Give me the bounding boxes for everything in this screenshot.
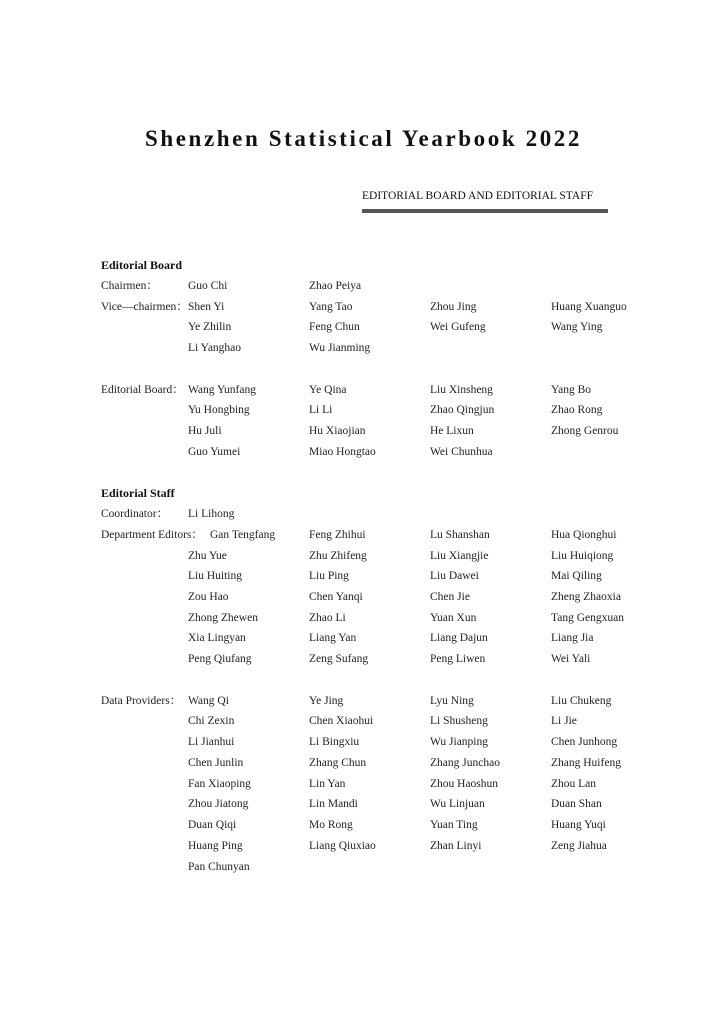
- name: Liang Dajun: [430, 632, 488, 644]
- name: Chi Zexin: [188, 715, 235, 727]
- name: Huang Yuqi: [551, 819, 606, 831]
- name: Peng Liwen: [430, 653, 486, 665]
- name: Yu Hongbing: [188, 404, 250, 416]
- name: Lin Yan: [309, 778, 346, 790]
- data-providers-row: [101, 691, 661, 711]
- name: Zhou Haoshun: [430, 778, 499, 790]
- name: Wei Yali: [551, 653, 591, 665]
- name: Zhao Peiya: [309, 280, 362, 292]
- vice-chairmen-label: Vice—chairmen：: [101, 301, 188, 313]
- data-providers-row: [101, 774, 661, 794]
- name: Guo Yumei: [188, 446, 241, 458]
- name: Feng Chun: [309, 321, 360, 333]
- name: Zhao Rong: [551, 404, 603, 416]
- department-editors-row: [101, 628, 661, 648]
- name: Zhao Li: [309, 612, 346, 624]
- data-providers-row: [101, 836, 661, 856]
- name: Liu Huiting: [188, 570, 242, 582]
- name: Ye Jing: [309, 695, 344, 707]
- name: Chen Jie: [430, 591, 470, 603]
- name: Liu Xiangjie: [430, 550, 489, 562]
- name: Wang Ying: [551, 321, 603, 333]
- data-providers-label: Data Providers：: [101, 695, 182, 707]
- name: Ye Zhilin: [188, 321, 232, 333]
- name: Li Li: [309, 404, 333, 416]
- name: Yuan Ting: [430, 819, 478, 831]
- name: Zhang Chun: [309, 757, 367, 769]
- name: Wu Linjuan: [430, 798, 485, 810]
- editorial-board-row: [101, 400, 661, 420]
- name: Li Shusheng: [430, 715, 488, 727]
- editorial-board-row: [101, 442, 661, 462]
- department-editors-row: [101, 587, 661, 607]
- data-providers-row: [101, 857, 661, 877]
- editorial-board-row: [101, 380, 661, 400]
- data-providers-row: [101, 732, 661, 752]
- name: Mai Qiling: [551, 570, 602, 582]
- name: Lin Mandi: [309, 798, 358, 810]
- name: Zeng Sufang: [309, 653, 369, 665]
- name: Wang Qi: [188, 695, 229, 707]
- name: Zhu Yue: [188, 550, 227, 562]
- editorial-staff-heading: Editorial Staff: [101, 486, 175, 500]
- name: Miao Hongtao: [309, 446, 376, 458]
- data-providers-row: [101, 815, 661, 835]
- name: Zhang Junchao: [430, 757, 500, 769]
- department-editors-row: [101, 546, 661, 566]
- name: Pan Chunyan: [188, 861, 250, 873]
- name: Li Jie: [551, 715, 577, 727]
- name: Li Yanghao: [188, 342, 242, 354]
- name: Guo Chi: [188, 280, 228, 292]
- name: Lu Shanshan: [430, 529, 490, 541]
- name: Chen Junhong: [551, 736, 618, 748]
- name: Duan Qiqi: [188, 819, 237, 831]
- name: Ye Qina: [309, 384, 347, 396]
- page-subtitle: EDITORIAL BOARD AND EDITORIAL STAFF: [362, 190, 593, 202]
- page-title: Shenzhen Statistical Yearbook 2022: [144, 126, 583, 151]
- name: Hua Qionghui: [551, 529, 617, 541]
- name: Huang Ping: [188, 840, 243, 852]
- data-providers-row: [101, 711, 661, 731]
- name: Zhao Qingjun: [430, 404, 495, 416]
- coordinator-label: Coordinator：: [101, 508, 169, 520]
- name: Liang Qiuxiao: [309, 840, 376, 852]
- name: Liang Yan: [309, 632, 357, 644]
- name: He Lixun: [430, 425, 474, 437]
- name: Liu Ping: [309, 570, 349, 582]
- name: Lyu Ning: [430, 695, 474, 707]
- name: Wang Yunfang: [188, 384, 256, 396]
- name: Zhou Jiatong: [188, 798, 249, 810]
- name: Fan Xiaoping: [188, 778, 251, 790]
- vice-chairmen-row: [101, 317, 661, 337]
- chairmen-label: Chairmen：: [101, 280, 158, 292]
- name: Chen Yanqi: [309, 591, 363, 603]
- name: Hu Xiaojian: [309, 425, 366, 437]
- editorial-board-row: [101, 421, 661, 441]
- name: Zhou Jing: [430, 301, 477, 313]
- name: Zhong Genrou: [551, 425, 619, 437]
- name: Yang Tao: [309, 301, 353, 313]
- name: Peng Qiufang: [188, 653, 252, 665]
- name: Zhong Zhewen: [188, 612, 258, 624]
- name: Li Jianhui: [188, 736, 235, 748]
- name: Liu Chukeng: [551, 695, 612, 707]
- name: Zhou Lan: [551, 778, 597, 790]
- name: Wei Chunhua: [430, 446, 493, 458]
- name: Tang Gengxuan: [551, 612, 624, 624]
- name: Chen Xiaohui: [309, 715, 374, 727]
- department-editors-label: Department Editors：: [101, 529, 203, 541]
- name: Li Bingxiu: [309, 736, 360, 748]
- name: Zheng Zhaoxia: [551, 591, 621, 603]
- vice-chairmen-row: [101, 338, 661, 358]
- name: Feng Zhihui: [309, 529, 366, 541]
- coordinator-row: [101, 504, 661, 524]
- name: Zeng Jiahua: [551, 840, 607, 852]
- editorial-board-heading: Editorial Board: [101, 258, 183, 272]
- name: Gan Tengfang: [210, 529, 276, 541]
- name: Zou Hao: [188, 591, 229, 603]
- department-editors-row: [101, 649, 661, 669]
- name: Zhan Linyi: [430, 840, 482, 852]
- name: Chen Junlin: [188, 757, 244, 769]
- data-providers-row: [101, 753, 661, 773]
- chairmen-row: [101, 276, 661, 296]
- name: Yuan Xun: [430, 612, 477, 624]
- name: Wei Gufeng: [430, 321, 486, 333]
- name: Wu Jianping: [430, 736, 488, 748]
- subtitle-rule: [362, 209, 608, 213]
- name: Yang Bo: [551, 384, 592, 396]
- name: Zhang Huifeng: [551, 757, 621, 769]
- name: Mo Rong: [309, 819, 353, 831]
- name: Wu Jianming: [309, 342, 371, 354]
- vice-chairmen-row: [101, 297, 661, 317]
- name: Hu Juli: [188, 425, 222, 437]
- data-providers-row: [101, 794, 661, 814]
- editorial-board-label: Editorial Board：: [101, 384, 184, 396]
- name: Liu Huiqiong: [551, 550, 614, 562]
- name: Li Lihong: [188, 508, 235, 520]
- department-editors-row: [101, 525, 661, 545]
- name: Duan Shan: [551, 798, 602, 810]
- department-editors-row: [101, 566, 661, 586]
- name: Liu Xinsheng: [430, 384, 493, 396]
- department-editors-row: [101, 608, 661, 628]
- name: Zhu Zhifeng: [309, 550, 367, 562]
- name: Xia Lingyan: [188, 632, 246, 644]
- name: Liu Dawei: [430, 570, 479, 582]
- name: Liang Jia: [551, 632, 594, 644]
- name: Huang Xuanguo: [551, 301, 627, 313]
- name: Shen Yi: [188, 301, 225, 313]
